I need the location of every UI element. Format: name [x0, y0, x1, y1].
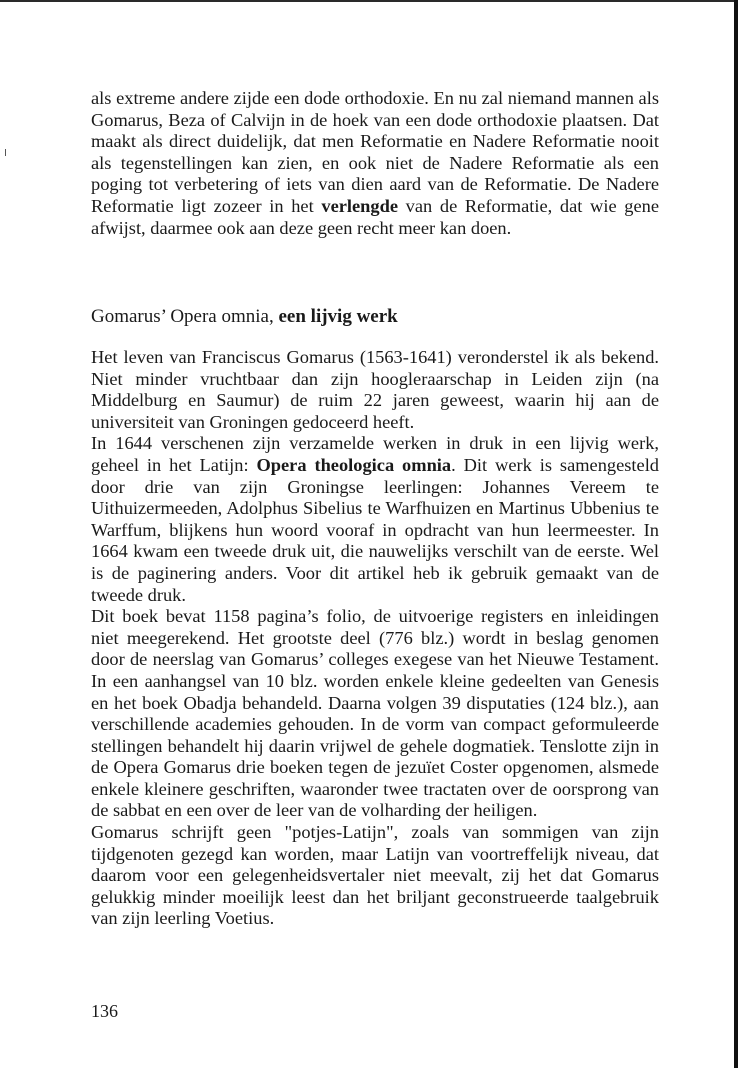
page-number: 136 [91, 1001, 118, 1021]
paragraph-3: Dit boek bevat 1158 pagina’s folio, de uitvoerige registers en inleidingen niet meegerekend. Het grootste deel (776 blz.) wordt in beslag genomen door de neerslag van Gomarus’ colleges exegese van het Nieuwe Testament. In een aanhangsel van 10 blz. worden enkele kleine gedeelten van Genesis en het boek Obadja behandeld. Daarna volgen 39 disputaties (124 blz.), aan verschillende academies gehouden. In de vorm van compact geformuleerde stellingen behandelt hij daarin vrijwel de gehele dogmatiek. Tenslotte zijn in de Opera Gomarus drie boeken tegen de jezuïet Coster opgenomen, alsmede enkele kleinere geschriften, waaronder twee tractaten over de oorsprong van de sabbat en een over de leer van de volharding der heiligen. [91, 606, 659, 821]
intro-paragraph [91, 88, 659, 239]
scan-edge-top [0, 0, 738, 2]
section-heading-bold: een lijvig werk [278, 306, 398, 327]
paragraph-2-bold-title: Opera theologica omnia [256, 454, 452, 475]
paragraph-1: Het leven van Franciscus Gomarus (1563-1641) veronderstel ik als bekend. Niet minder vruchtbaar dan zijn hoogleraarschap in Leiden zijn (na Middelburg en Saumur) de ruim 22 jaren geweest, waarin hij aan de universiteit van Groningen gedoceerd heeft. [91, 347, 659, 432]
section-heading [91, 305, 659, 329]
intro-text-2: van de Reformatie, dat wie gene afwijst, daarmee ook aan deze geen recht meer kan doen. [91, 195, 659, 238]
margin-mark [5, 149, 6, 156]
section-heading-normal: Gomarus’ Opera omnia, [91, 306, 279, 327]
paragraph-2-text-2: . Dit werk is samengesteld door drie van zijn Groningse leerlingen: Johannes Vereem te Uithuizermeeden, Adolphus Sibelius te Warfhuizen en Martinus Ubbenius te Warffum, blijkens hun woord vooraf in opdracht van hun leermeester. In 1664 kwam een tweede druk uit, die nauwelijks verschilt van de eerste. Wel is de paginering anders. Voor dit artikel heb ik gebruik gemaakt van de tweede druk. [91, 454, 659, 605]
paragraph-2-text-1: In 1644 verschenen zijn verzamelde werken in druk in een lijvig werk, geheel in het Latijn: [91, 433, 659, 475]
paragraph-2 [91, 433, 659, 606]
intro-bold-word: verlengde [321, 195, 398, 216]
paragraph-4: Gomarus schrijft geen "potjes-Latijn", zoals van sommigen van zijn tijdgenoten gezegd kan worden, maar Latijn van voortreffelijk niveau, dat daarom voor een gelegenheidsvertaler niet meevalt, zij het dat Gomarus gelukkig minder moeilijk leest dan het briljant geconstrueerde taalgebruik van zijn leerling Voetius. [91, 822, 659, 929]
scan-edge-right [734, 0, 738, 1068]
section-body [91, 347, 659, 930]
intro-text-1: als extreme andere zijde een dode orthodoxie. En nu zal niemand mannen als Gomarus, Beza of Calvijn in de hoek van een dode orthodoxie plaatsen. Dat maakt als direct duidelijk, dat men Reformatie en Nadere Reformatie nooit als tegenstellingen kan zien, en ook niet de Nadere Reformatie als een poging tot verbetering of iets van dien aard van de Reformatie. De Nadere Reformatie ligt zozeer in het [91, 88, 659, 216]
